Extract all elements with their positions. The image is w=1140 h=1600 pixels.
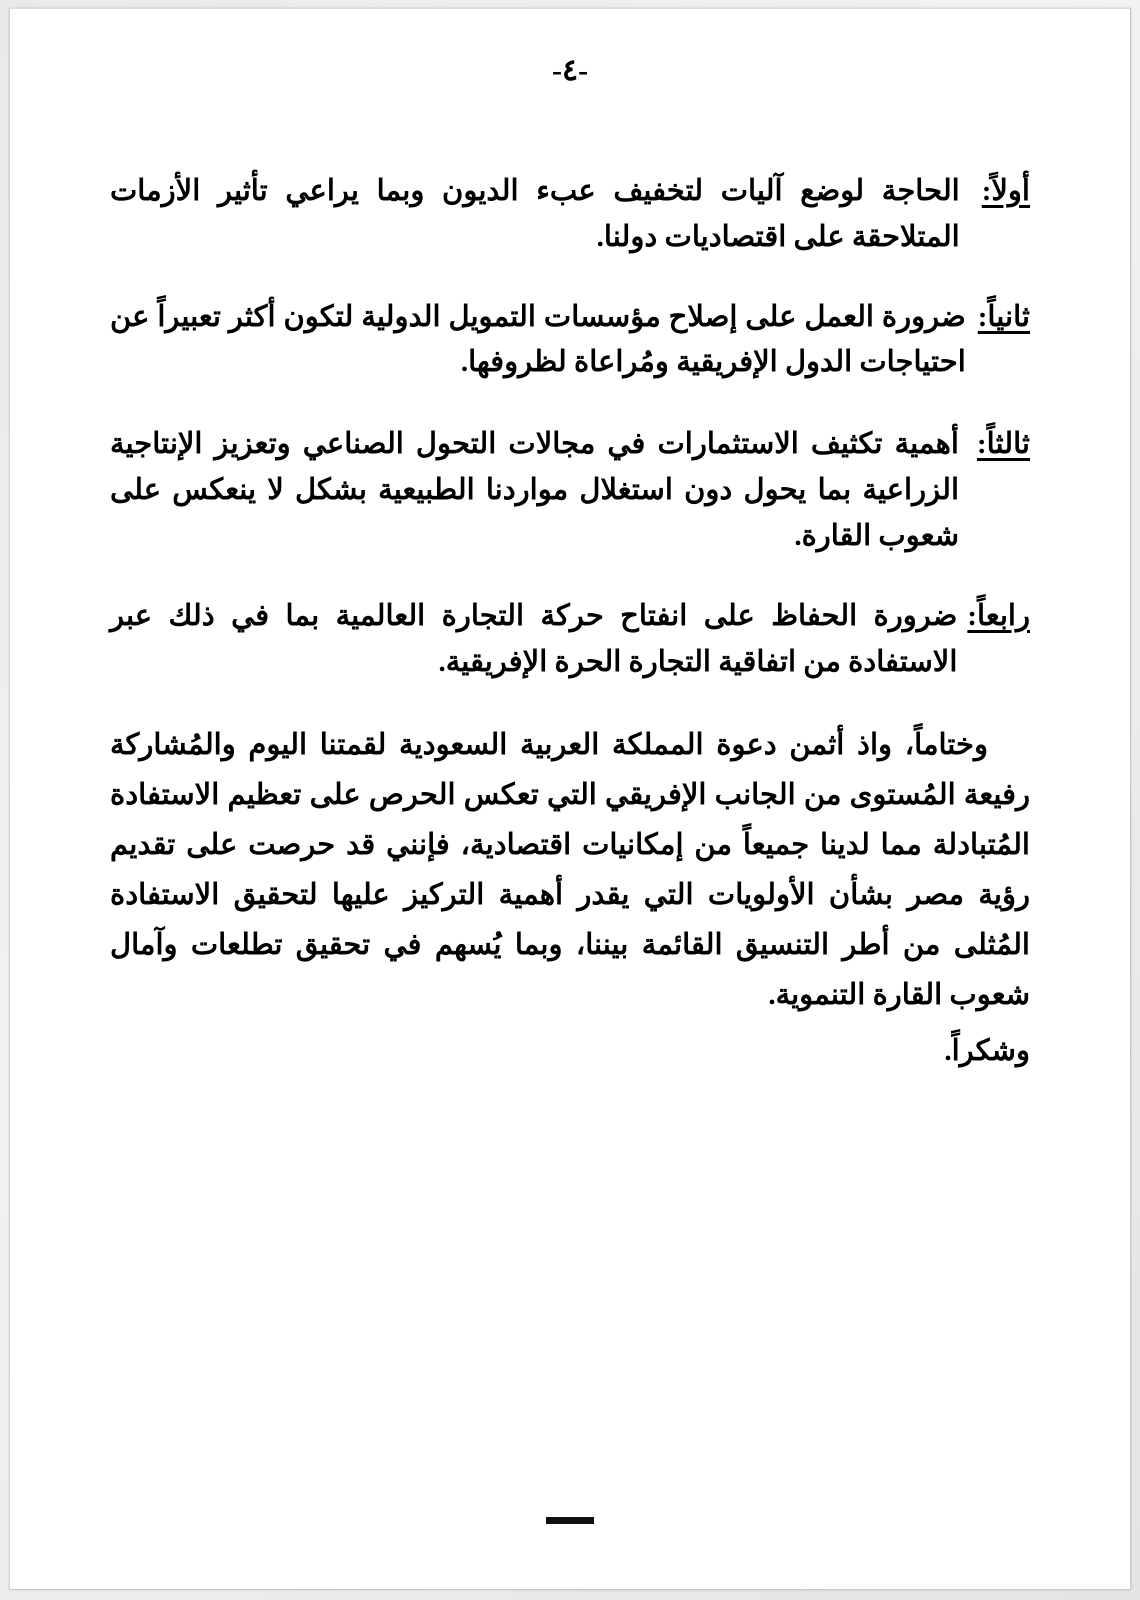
list-item-text: الحاجة لوضع آليات لتخفيف عبء الديون وبما يراعي تأثير الأزمات المتلاحقة على اقتصاديات دولنا. — [110, 175, 960, 253]
list-item-text: أهمية تكثيف الاستثمارات في مجالات التحول الصناعي وتعزيز الإنتاجية الزراعية بما يحول دون استغلال مواردنا الطبيعية بشكل لا ينعكس على شعوب القارة. — [110, 428, 959, 552]
thanks-line: وشكراً. — [944, 1034, 1030, 1067]
list-item-label: أولاً: — [981, 175, 1030, 207]
document-body — [110, 169, 1030, 1076]
closing-paragraph: وختاماً، واذ أثمن دعوة المملكة العربية السعودية لقمتنا اليوم والمُشاركة رفيعة المُستوى من الجانب الإفريقي التي تعكس الحرص على تعظيم الاستفادة المُتبادلة مما لدينا جميعاً من إمكانيات اقتصادية، فإنني قد حرصت على تقديم رؤية مصر بشأن الأولويات التي يقدر أهمية التركيز عليها لتحقيق الاستفادة المُثلى من أطر التنسيق القائمة بيننا، وبما يُسهم في تحقيق تطلعات وآمال شعوب القارة التنموية. — [110, 729, 1030, 1011]
list-item-label: ثانياً: — [977, 300, 1030, 333]
page-number: -٤- — [551, 54, 589, 87]
list-item-label: رابعاً: — [967, 599, 1030, 632]
list-item-label: ثالثاً: — [977, 428, 1030, 461]
list-item-text: ضرورة العمل على إصلاح مؤسسات التمويل الدولية لتكون أكثر تعبيراً عن احتياجات الدول الإفريقية ومُراعاة لظروفها. — [110, 300, 966, 379]
list-item — [110, 594, 1030, 686]
list-item — [110, 422, 1030, 559]
list-item — [110, 169, 1030, 261]
bottom-divider — [546, 1517, 594, 1524]
list-item-text: ضرورة الحفاظ على انفتاح حركة التجارة العالمية بما في ذلك عبر الاستفادة من اتفاقية التجارة الحرة الإفريقية. — [110, 599, 958, 678]
document-page — [9, 8, 1131, 1590]
list-item — [110, 295, 1030, 387]
